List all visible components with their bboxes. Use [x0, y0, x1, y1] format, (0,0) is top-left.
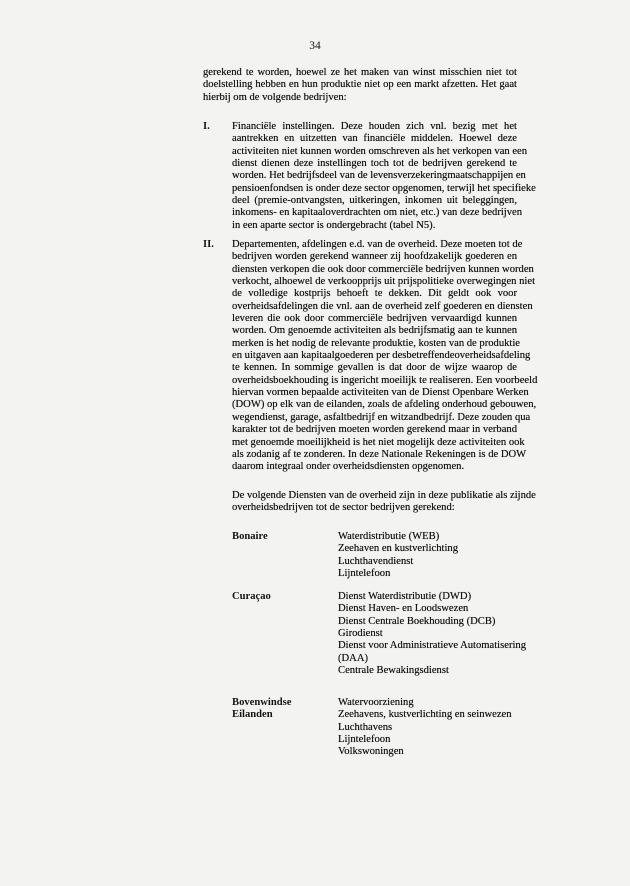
service-item: Lijntelefoon [338, 568, 391, 580]
intro-paragraph [203, 67, 517, 104]
text-line: doelstelling hebben en hun produktie niet op een markt afzetten. Het gaat [203, 79, 517, 91]
text-line: hierbij om de volgende bedrijven: [203, 91, 347, 103]
service-item: (DAA) [338, 652, 369, 664]
text-line: Financiële instellingen. Deze houden zich vnl. bezig met het [232, 121, 517, 132]
text-line: karakter tot de bedrijven moeten worden gerekend maar in verband [232, 424, 518, 436]
text-line: gerekend te worden, hoewel ze het maken van winst misschien niet tot [203, 67, 517, 78]
service-item: Dienst Waterdistributie (DWD) [338, 591, 472, 602]
item-ii-paragraph [232, 239, 538, 474]
service-item: Girodienst [338, 628, 383, 640]
text-line: inkomens- en kapitaaloverdrachten om niet, etc.) van deze bedrijven [232, 207, 523, 219]
service-item: Dienst Haven- en Loodswezen [338, 603, 469, 615]
island-label-curacao: Curaçao [232, 591, 271, 602]
service-item: Zeehaven en kustverlichting [338, 543, 459, 555]
service-list-bovenwindse-eilanden [338, 697, 512, 759]
service-item: Centrale Bewakingsdienst [338, 665, 449, 677]
page-number: 34 [309, 40, 321, 52]
service-list-curacao [338, 591, 526, 677]
text-line: overheidsboekhouding is ingericht moeilijk te realiseren. Een voorbeeld [232, 374, 538, 386]
text-line: te kennen. In sommige gevallen is dat door de wijze waarop de [232, 362, 517, 374]
text-line: in een aparte sector is ondergebracht (tabel N5). [232, 219, 436, 231]
text-line: leveren die ook door commerciële bedrijven vervaardigd kunnen [232, 313, 517, 325]
text-line: verkocht, alhoewel de verkoopprijs uit prijspolitieke overwegingen niet [232, 276, 536, 288]
text-line: met genoemde moeilijkheid is het niet mogelijk deze activiteiten ook [232, 436, 525, 448]
island-label-eilanden: Eilanden [232, 709, 273, 720]
service-item: Dienst Centrale Boekhouding (DCB) [338, 615, 496, 627]
text-line: De volgende Diensten van de overheid zijn in deze publikatie als zijnde [232, 490, 536, 501]
text-line: overheidsbedrijven tot de sector bedrijven gerekend: [232, 502, 455, 514]
service-item: Watervoorziening [338, 697, 414, 708]
island-label-bovenwindse: Bovenwindse [232, 697, 292, 708]
item-numeral-i: I. [203, 121, 210, 132]
text-line: deel (premie-ontvangsten, uitkeringen, inkomen uit beleggingen, [232, 195, 517, 207]
service-item: Luchthavendienst [338, 555, 414, 567]
text-line: merken is het nodig de relevante produktie, kosten van de produktie [232, 337, 521, 349]
text-line: hiervan vormen bepaalde activiteiten van de Dienst Openbare Werken [232, 387, 529, 399]
text-line: activiteiten niet kunnen worden omschreven als het verkopen van een [232, 145, 528, 157]
text-line: pensioenfondsen is onder deze sector opgenomen, terwijl het specifieke [232, 182, 536, 194]
island-label-bonaire: Bonaire [232, 531, 268, 542]
text-line: (DOW) op elk van de eilanden, zoals de afdeling onderhoud gebouwen, [232, 399, 537, 411]
text-line: wegendienst, garage, asfaltbedrijf en witzandbedrijf. Deze zouden qua [232, 411, 531, 423]
text-line: daarom integraal onder overheidsdiensten opgenomen. [232, 461, 465, 473]
text-line: en uitgaven aan kapitaalgoederen per desbetreffendeoverheidsafdeling [232, 350, 531, 362]
service-item: Dienst voor Administratieve Automatisering [338, 640, 527, 652]
item-i-paragraph [232, 121, 536, 232]
text-line: overheidsafdelingen die vnl. aan de overheid zelf goederen en diensten [232, 300, 533, 312]
text-line: als zodanig af te zonderen. In deze Nationale Rekeningen is de DOW [232, 448, 527, 460]
text-line: Departementen, afdelingen e.d. van de overheid. Deze moeten tot de [232, 239, 523, 250]
text-line: diensten verkopen die ook door commerciële bedrijven kunnen worden [232, 263, 534, 275]
service-item: Lijntelefoon [338, 734, 391, 746]
text-line: dienst dienen deze instellingen toch tot de bedrijven gerekend te [232, 158, 517, 170]
service-item: Zeehavens, kustverlichting en seinwezen [338, 709, 512, 721]
service-item: Volkswoningen [338, 746, 404, 758]
service-item: Waterdistributie (WEB) [338, 531, 440, 542]
text-line: de volledige kostprijs behoeft te dekken. Dit geldt ook voor [232, 288, 517, 300]
following-services-paragraph [232, 490, 536, 515]
service-list-bonaire [338, 531, 458, 580]
text-line: bedrijven worden gerekend wanneer zij hoofdzakelijk goederen en [232, 251, 517, 263]
text-line: aantrekken en uitzetten van financiële middelen. Hoewel deze [232, 133, 517, 145]
service-item: Luchthavens [338, 721, 393, 733]
item-numeral-ii: II. [203, 239, 214, 250]
text-line: worden. Het bedrijfsdeel van de levensverzekeringmaatschappijen en [232, 170, 526, 182]
text-line: worden. Om genoemde activiteiten als bedrijfsmatig aan te kunnen [232, 325, 517, 337]
